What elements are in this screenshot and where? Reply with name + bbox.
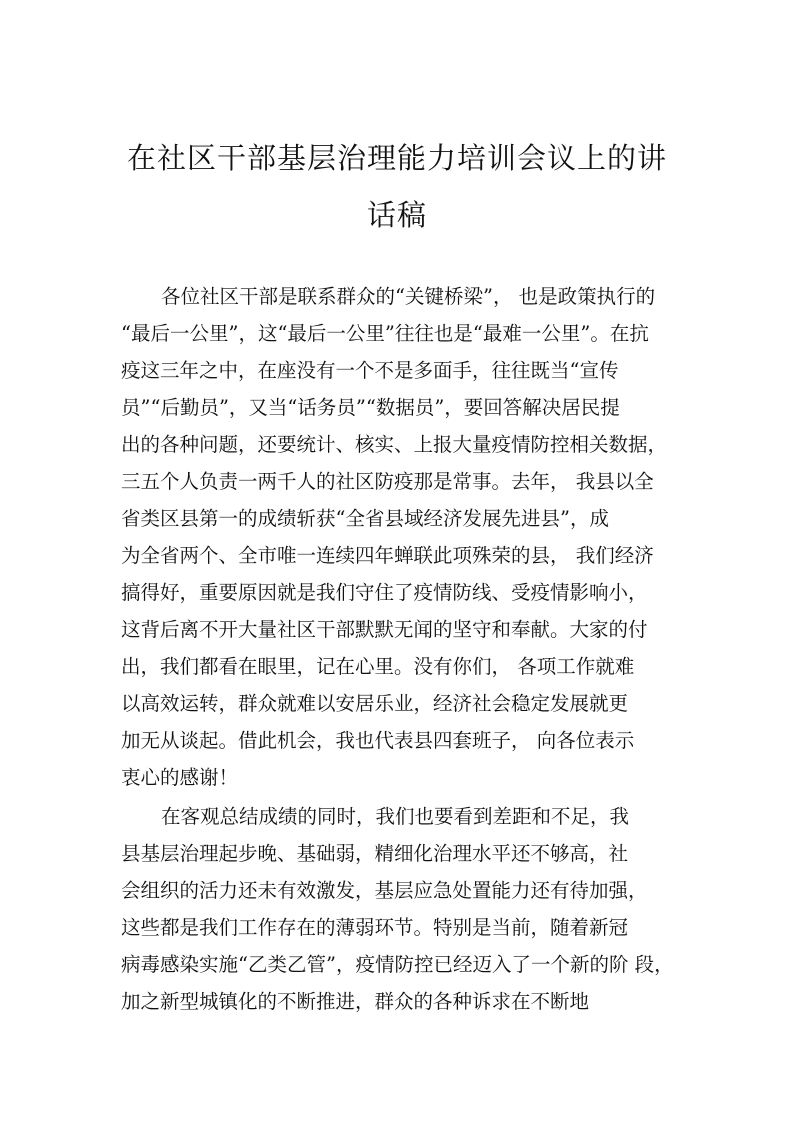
- body-line: 出，我们都看在眼里，记在心里。没有你们， 各项工作就难: [121, 655, 635, 678]
- body-line: 员”“后勤员”，又当“话务员”“数据员”，要回答解决居民提: [121, 396, 620, 419]
- body-line: 出的各种问题，还要统计、核实、上报大量疫情防控相关数据，: [121, 433, 668, 456]
- body-line: 这些都是我们工作存在的薄弱环节。特别是当前，随着新冠: [121, 916, 629, 939]
- body-line: 会组织的活力还未有效激发，基层应急处置能力还有待加强，: [121, 879, 648, 902]
- body-line: 三五个人负责一两千人的社区防疫那是常事。去年， 我县以全: [121, 470, 654, 493]
- body-line: 这背后离不开大量社区干部默默无闻的坚守和奉献。大家的付: [121, 618, 648, 641]
- body-line: “最后一公里”，这“最后一公里”往往也是“最难一公里”。在抗: [121, 322, 649, 345]
- body-line: 衷心的感谢！: [121, 766, 239, 789]
- body-line: 为全省两个、全市唯一连续四年蝉联此项殊荣的县， 我们经济: [121, 544, 654, 567]
- document-title-line-1: 在社区干部基层治理能力培训会议上的讲: [126, 141, 667, 175]
- body-line: 搞得好，重要原因就是我们守住了疫情防线、受疫情影响小，: [121, 581, 648, 604]
- body-line: 各位社区干部是联系群众的“关键桥梁”， 也是政策执行的: [161, 285, 656, 308]
- document-title-line-2: 话稿: [366, 198, 427, 232]
- body-line: 加无从谈起。借此机会，我也代表县四套班子， 向各位表示: [121, 729, 635, 752]
- body-line: 疫这三年之中，在座没有一个不是多面手，往往既当“宣传: [121, 359, 619, 382]
- body-line: 病毒感染实施“乙类乙管”，疫情防控已经迈入了一个新的阶 段，: [121, 953, 674, 976]
- body-line: 县基层治理起步晚、基础弱，精细化治理水平还不够高，社: [121, 842, 629, 865]
- body-line: 省类区县第一的成绩斩获“全省县域经济发展先进县”，成: [121, 507, 609, 530]
- body-line: 加之新型城镇化的不断推进，群众的各种诉求在不断地: [121, 990, 590, 1013]
- body-line: 在客观总结成绩的同时，我们也要看到差距和不足，我: [161, 805, 630, 828]
- body-line: 以高效运转，群众就难以安居乐业，经济社会稳定发展就更: [121, 692, 629, 715]
